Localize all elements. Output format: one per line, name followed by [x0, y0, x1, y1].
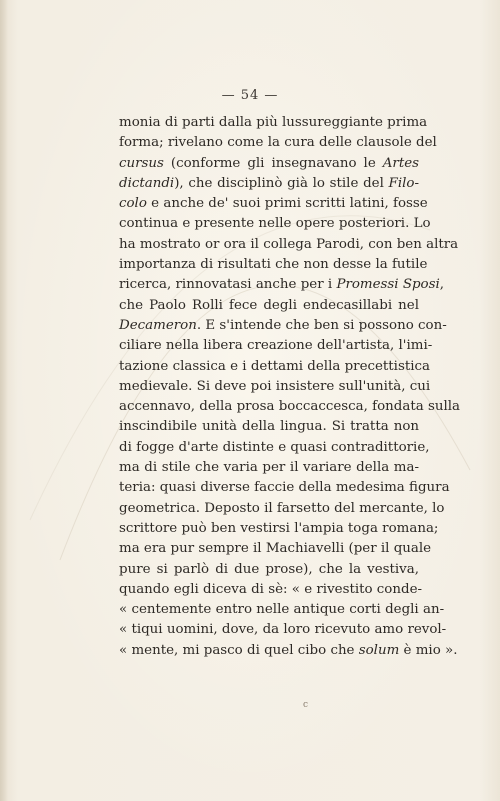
text-line [119, 113, 428, 133]
text-line [119, 580, 423, 600]
text-segment: monia di parti dalla più lussureggiante prima [119, 115, 428, 130]
italic-text: cursus [119, 155, 164, 171]
text-line [119, 235, 459, 255]
text-segment: ciliare nella libera creazione dell'artista, l'imi- [119, 338, 433, 354]
body-text [119, 113, 460, 661]
text-segment: , [439, 277, 445, 293]
text-segment: (conforme gli insegnavano le [163, 155, 383, 171]
text-line [119, 377, 431, 397]
text-line [119, 417, 419, 437]
italic-text: Filo- [388, 175, 419, 191]
text-line [119, 174, 419, 194]
text-line [119, 296, 419, 316]
italic-text: dictandi [119, 175, 175, 191]
text-line [119, 316, 447, 336]
text-segment: « centemente entro nelle antique corti degli an- [119, 602, 445, 618]
text-line [119, 519, 439, 539]
text-segment: « mente, mi pasco di quel cibo che [119, 642, 359, 658]
text-segment: ma di stile che varia per il variare della ma- [119, 460, 419, 476]
text-segment: forma; rivelano come la cura delle clausole del [119, 135, 437, 151]
italic-text: Decameron [119, 317, 197, 333]
text-segment: accennavo, della prosa boccaccesca, fondata sulla [119, 399, 460, 415]
page-number: — 54 — [221, 88, 279, 103]
text-segment: ha mostrato or ora il collega Parodi, con ben altra [119, 236, 459, 252]
text-line [119, 600, 445, 620]
text-segment: teria: quasi diverse faccie della medesima figura [119, 480, 450, 496]
text-segment: di fogge d'arte distinte e quasi contradittorie, [119, 439, 430, 455]
text-segment: quando egli diceva di sè: « e rivestito conde- [119, 581, 423, 597]
text-segment: importanza di risultati che non desse la futile [119, 257, 428, 273]
text-segment: « tiqui uomini, dove, da loro ricevuto amo revol- [119, 622, 447, 638]
text-line [119, 539, 432, 559]
text-line [119, 641, 458, 661]
text-line [119, 438, 430, 458]
text-line [119, 194, 428, 214]
text-line [119, 620, 447, 640]
text-segment: ), che disciplinò già lo stile del [174, 175, 389, 191]
text-segment: tazione classica e i dettami della precettistica [119, 358, 430, 374]
text-segment: ma era pur sempre il Machiavelli (per il quale [119, 541, 432, 557]
text-line [119, 397, 460, 417]
italic-text: solum [358, 642, 400, 658]
text-segment: che Paolo Rolli fece degli endecasillabi nel [119, 297, 419, 313]
text-line [119, 458, 419, 478]
text-segment: . E s'intende che ben si possono con- [196, 317, 447, 333]
text-segment: ricerca, rinnovatasi anche per i [119, 277, 337, 293]
text-line [119, 478, 450, 498]
text-segment: scrittore può ben vestirsi l'ampia toga romana; [119, 520, 439, 536]
page-binding-edge [0, 0, 8, 801]
text-segment: continua e presente nelle opere posteriori. Lo [119, 216, 431, 232]
italic-text: Artes [382, 155, 419, 171]
text-segment: geometrica. Deposto il farsetto del mercante, lo [119, 500, 445, 516]
italic-text: colo [119, 196, 147, 212]
text-segment: inscindibile unità della lingua. Si tratta non [119, 419, 419, 435]
footer-mark: c [303, 700, 309, 710]
text-line [119, 133, 437, 153]
text-line [119, 275, 445, 295]
text-line [119, 336, 433, 356]
text-segment: e anche de' suoi primi scritti latini, fosse [146, 196, 428, 212]
italic-text: Promessi Sposi [336, 277, 440, 293]
text-line [119, 154, 419, 174]
text-line [119, 499, 445, 519]
text-line [119, 357, 430, 377]
text-line [119, 214, 431, 234]
text-segment: medievale. Si deve poi insistere sull'unità, cui [119, 378, 431, 394]
text-line [119, 255, 428, 275]
text-segment: pure si parlò di due prose), che la vestiva, [119, 561, 419, 577]
text-segment: è mio ». [399, 642, 458, 658]
text-line [119, 560, 419, 580]
